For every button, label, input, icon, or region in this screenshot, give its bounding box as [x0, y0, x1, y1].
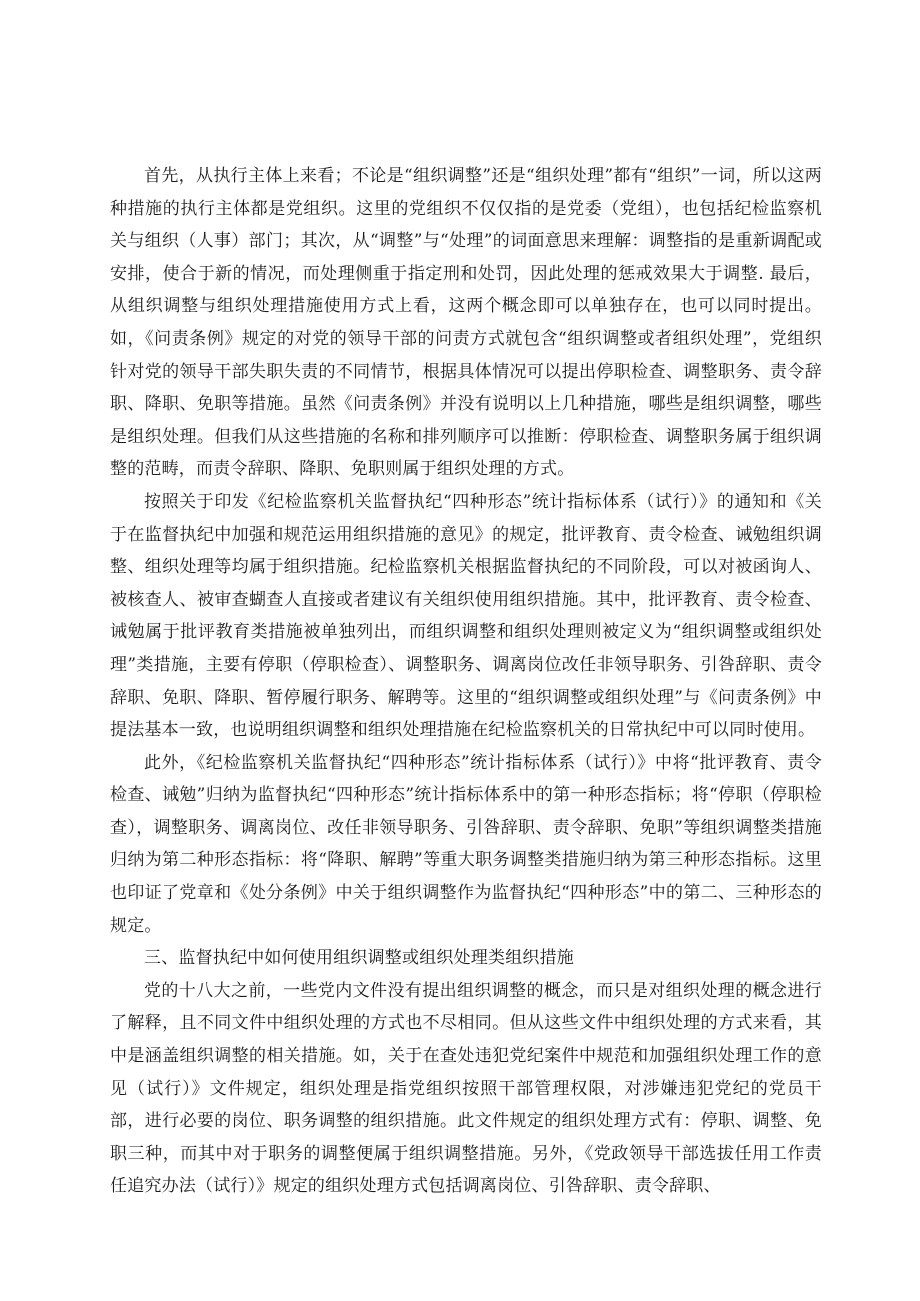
paragraph-4: 党的十八大之前，一些党内文件没有提出组织调整的概念，而只是对组织处理的概念进行了解释，且不同文件中组织处理的方式也不尽相同。但从这些文件中组织处理的方式来看，其中是涵盖组织调整的相关措施。如，关于在查处违犯党纪案件中规范和加强组织处理工作的意见（试行）》文件规定，组织处理是指党组织按照干部管理权限，对涉嫌违犯党纪的党员干部，进行必要的岗位、职务调整的组织措施。此文件规定的组织处理方式有：停职、调整、免职三种，而其中对于职务的调整便属于组织调整措施。另外，《党政领导干部选拔任用工作责任追究办法（试行）》规定的组织处理方式包括调离岗位、引咎辞职、责令辞职、: [110, 980, 822, 1197]
paragraph-3: 此外，《纪检监察机关监督执纪“四种形态”统计指标体系（试行）》中将“批评教育、责令检查、诫勉”归纳为监督执纪“四种形态”统计指标体系中的第一种形态指标；将“停职（停职检查），调整职务、调离岗位、改任非领导职务、引咎辞职、责令辞职、免职”等组织调整类措施归纳为第二种形态指标：将“降职、解聘”等重大职务调整类措施归纳为第三种形态指标。这里也印证了党章和《处分条例》中关于组织调整作为监督执纪“四种形态”中的第二、三种形态的规定。: [110, 752, 822, 936]
paragraph-1: 首先，从执行主体上来看；不论是“组织调整”还是“组织处理”都有“组织”一词，所以这两种措施的执行主体都是党组织。这里的党组织不仅仅指的是党委（党组），也包括纪检监察机关与组织（人事）部门；其次，从“调整”与“处理”的词面意思来理解：调整指的是重新调配或安排，使合于新的情况，而处理侧重于指定刑和处罚，因此处理的惩戒效果大于调整. 最后，从组织调整与组织处理措施使用方式上看，这两个概念即可以单独存在，也可以同时提出。如，《问责条例》规定的对党的领导干部的问责方式就包含“组织调整或者组织处理”，党组织针对党的领导干部失职失责的不同情节，根据具体情况可以提出停职检查、调整职务、责令辞职、降职、免职等措施。虽然《问责条例》并没有说明以上几种措施，哪些是组织调整，哪些是组织处理。但我们从这些措施的名称和排列顺序可以推断：停职检查、调整职务属于组织调整的范畴，而责令辞职、降职、免职则属于组织处理的方式。: [110, 166, 822, 480]
paragraph-2: 按照关于印发《纪检监察机关监督执纪“四种形态”统计指标体系（试行）》的通知和《关于在监督执纪中加强和规范运用组织措施的意见》的规定，批评教育、责令检查、诫勉组织调整、组织处理等均属于组织措施。纪检监察机关根据监督执纪的不同阶段，可以对被函询人、被核查人、被审查蝴查人直接或者建议有关组织使用组织措施。其中，批评教育、责令检查、诫勉属于批评教育类措施被单独列出，而组织调整和组织处理则被定义为“组织调整或组织处理”类措施，主要有停职（停职检查）、调整职务、调离岗位改任非领导职务、引咎辞职、责令辞职、免职、降职、暂停履行职务、解聘等。这里的“组织调整或组织处理”与《问责条例》中提法基本一致，也说明组织调整和组织处理措施在纪检监察机关的日常执纪中可以同时使用。: [110, 491, 822, 741]
section-heading: 三、监督执纪中如何使用组织调整或组织处理类组织措施: [144, 948, 574, 969]
document-page: [110, 160, 822, 1203]
